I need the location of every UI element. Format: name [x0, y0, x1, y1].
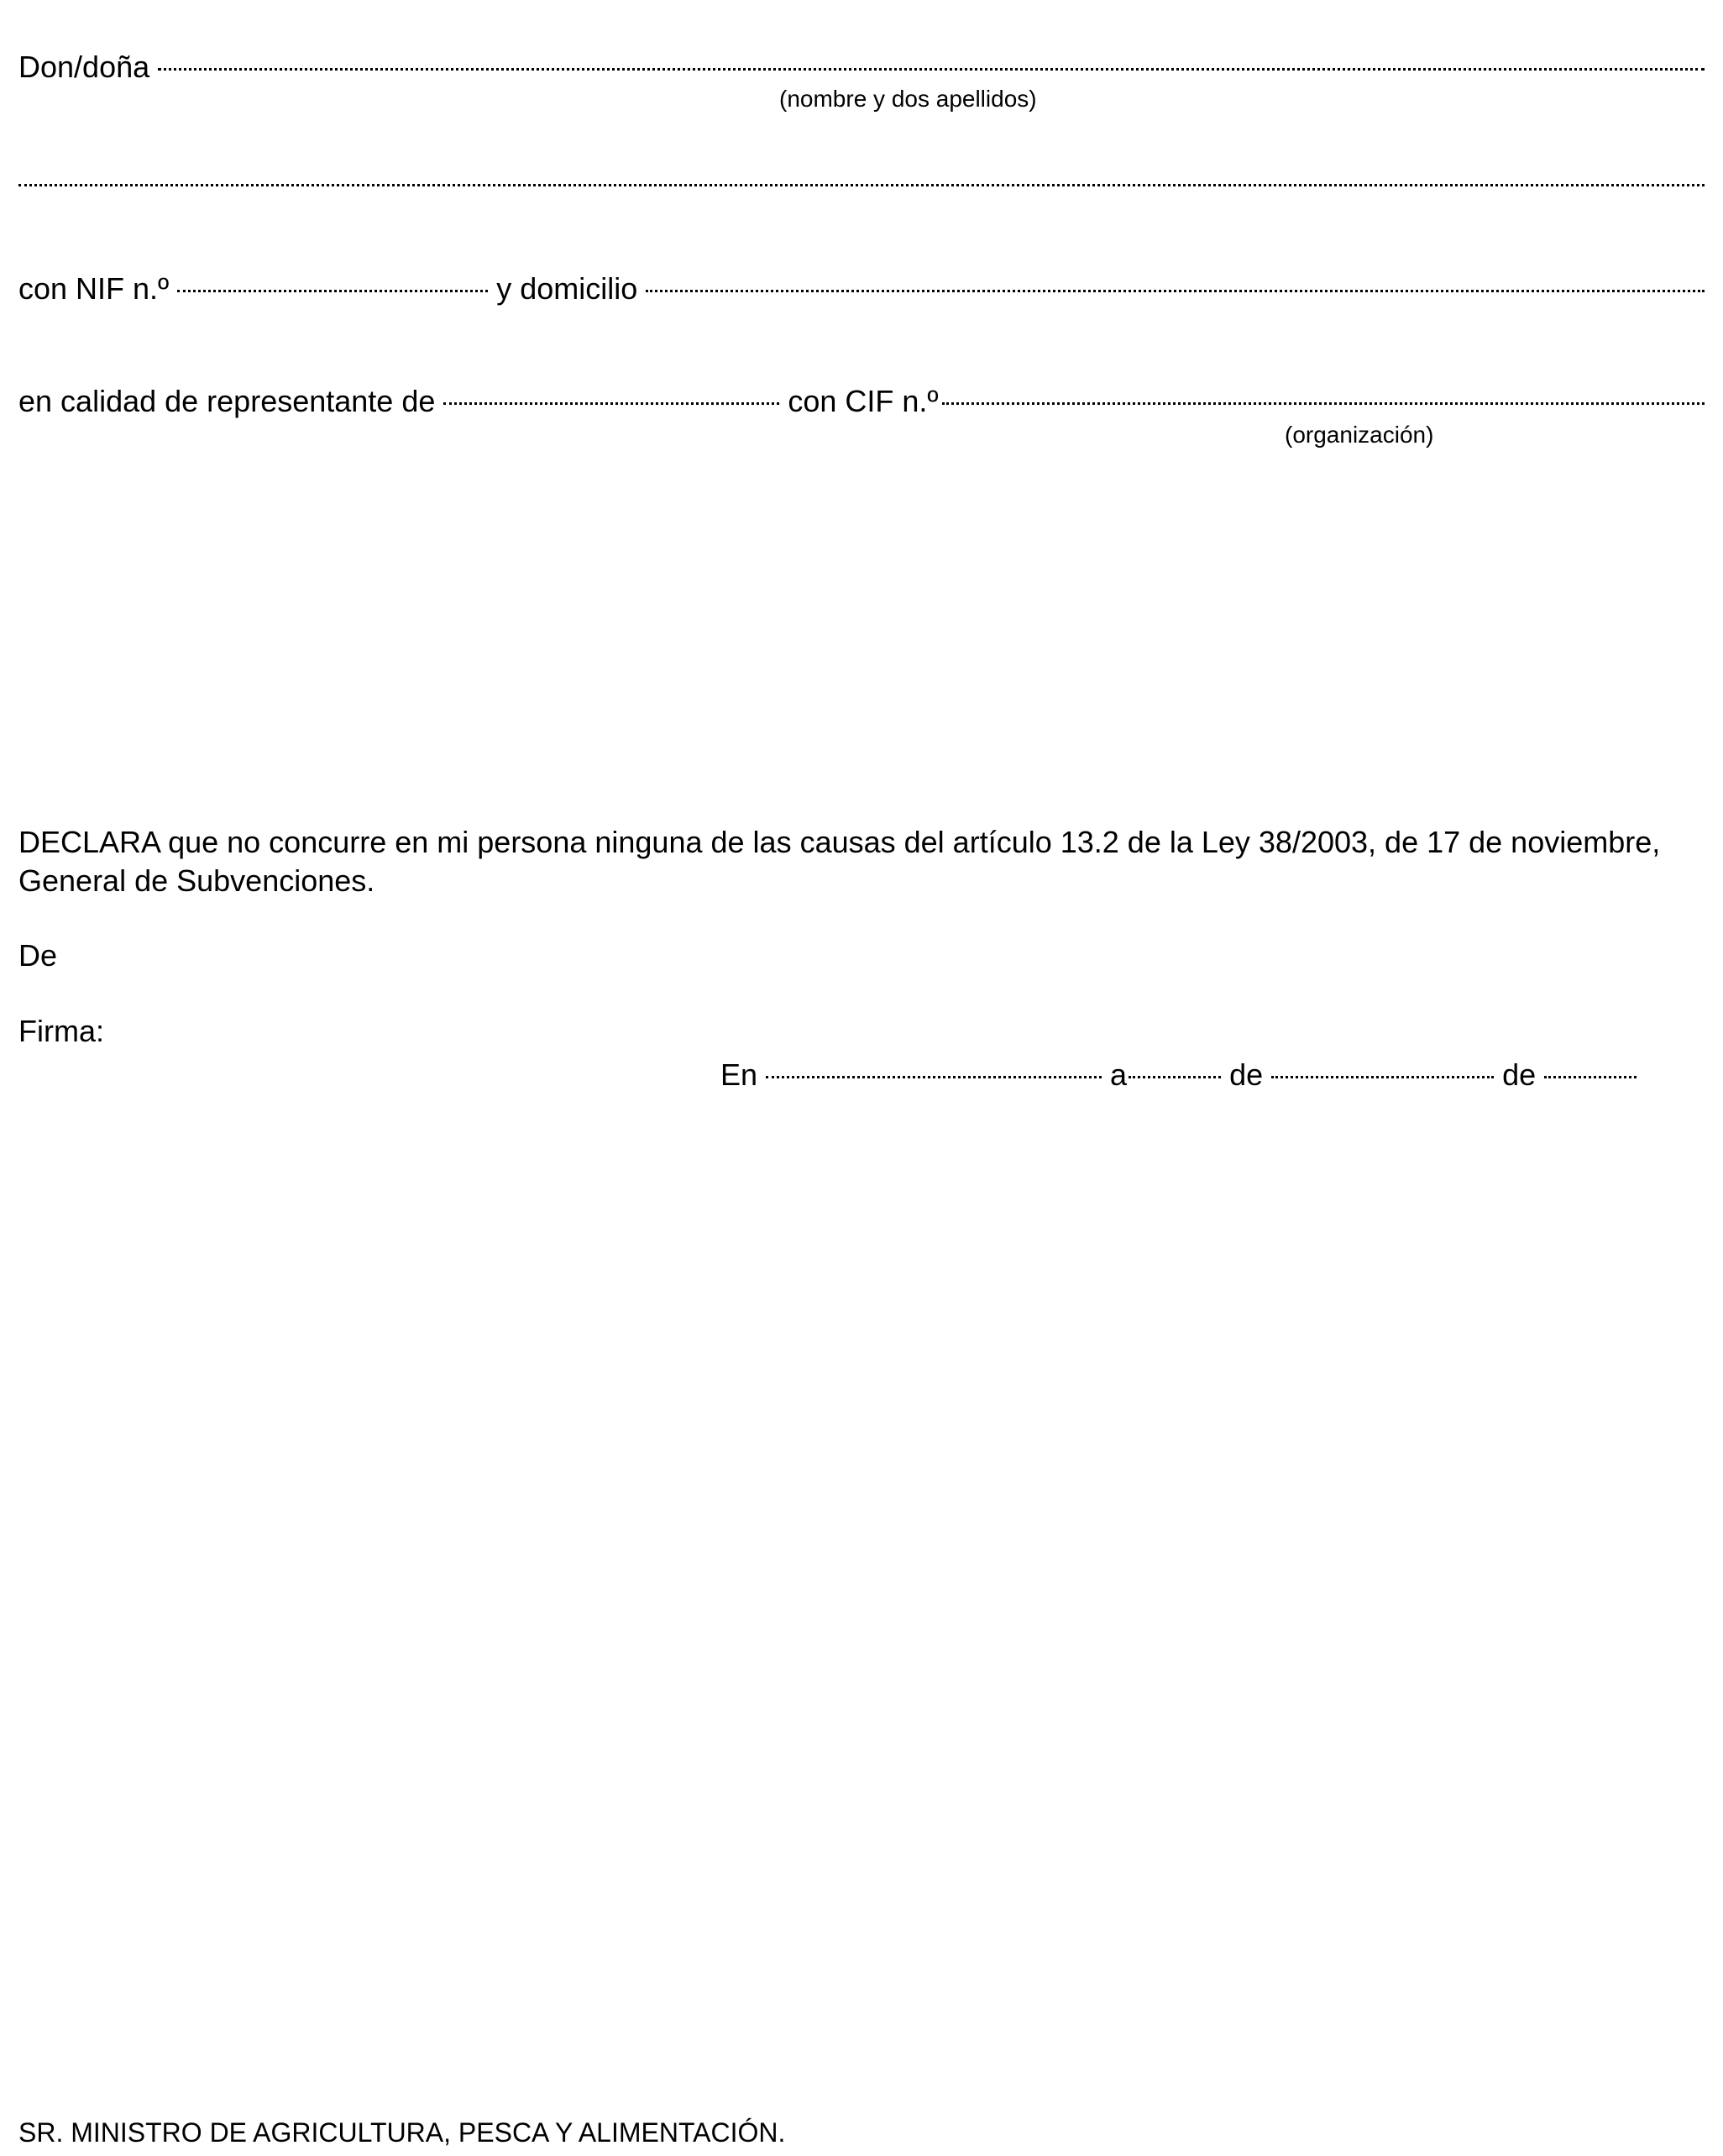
nif-domicilio-line: [18, 264, 1705, 307]
firma-label: Firma:: [18, 1014, 104, 1048]
nif-label: con NIF n.º: [18, 271, 170, 306]
name-continuation-line: [18, 158, 1705, 193]
cif-label: con CIF n.º: [788, 384, 939, 418]
organizacion-caption: (organización): [1285, 422, 1434, 448]
name-field[interactable]: [158, 42, 1705, 77]
representante-cif-line: [18, 376, 1705, 419]
month-field[interactable]: [1271, 1050, 1494, 1085]
addressee-footer: SR. MINISTRO DE AGRICULTURA, PESCA Y ALIMENTACIÓN.: [18, 2117, 786, 2148]
cif-field[interactable]: [942, 376, 1705, 412]
date-a-label: a: [1110, 1057, 1128, 1092]
declaration-text: DECLARA que no concurre en mi persona ninguna de las causas del artículo 13.2 de la Ley 38/2003, de 17 de noviembre, General de Subvenciones.: [18, 825, 1661, 898]
de-label: De: [18, 938, 58, 973]
nif-field[interactable]: [177, 264, 488, 299]
name-caption: (nombre y dos apellidos): [779, 86, 1037, 112]
year-field[interactable]: [1544, 1050, 1637, 1085]
date-de2-label: de: [1502, 1057, 1537, 1092]
name-line: [18, 42, 1705, 85]
domicilio-field[interactable]: [646, 264, 1705, 299]
date-de1-label: de: [1229, 1057, 1264, 1092]
don-dona-label: Don/doña: [18, 50, 150, 84]
organizacion-field[interactable]: [443, 376, 779, 412]
date-en-label: En: [720, 1057, 758, 1092]
place-field[interactable]: [766, 1050, 1102, 1085]
representante-label: en calidad de representante de: [18, 384, 436, 418]
date-line: [720, 1050, 1645, 1093]
name-continuation-field[interactable]: [18, 158, 1705, 193]
domicilio-label: y domicilio: [496, 271, 638, 306]
day-field[interactable]: [1129, 1050, 1221, 1085]
